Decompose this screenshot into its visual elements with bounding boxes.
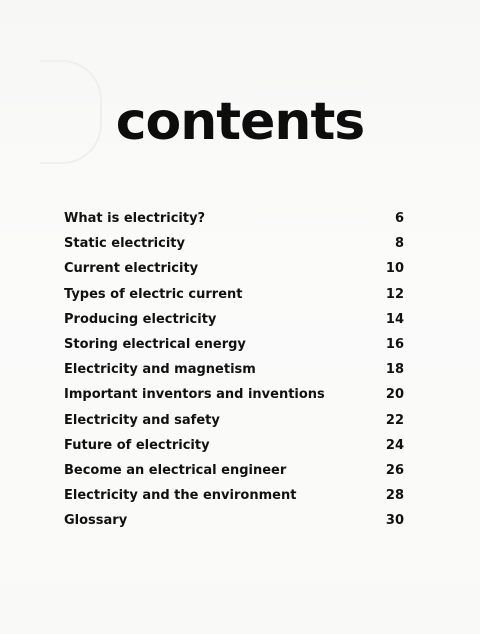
toc-entry-title: Static electricity xyxy=(64,236,185,252)
toc-entry xyxy=(64,458,404,483)
toc-entry-page: 14 xyxy=(385,311,404,327)
toc-entry-title: What is electricity? xyxy=(64,211,206,227)
toc-entry xyxy=(64,307,404,332)
toc-entry xyxy=(64,231,404,256)
toc-entry-title: Electricity and the environment xyxy=(64,488,297,504)
toc-entry xyxy=(64,433,404,458)
toc-entry-page: 28 xyxy=(385,488,404,504)
toc-entry-page: 24 xyxy=(385,437,404,453)
toc-entry-page: 26 xyxy=(385,462,404,478)
toc-entry-page: 20 xyxy=(385,387,404,403)
toc-entry-page: 10 xyxy=(385,261,404,277)
toc-entry xyxy=(64,332,404,357)
toc-entry-title: Types of electric current xyxy=(64,286,243,302)
toc-entry-title: Electricity and magnetism xyxy=(64,362,256,378)
toc-entry xyxy=(64,408,404,433)
toc-entry-title: Important inventors and inventions xyxy=(64,387,325,403)
toc-entry-title: Glossary xyxy=(64,513,128,529)
toc-entry xyxy=(64,483,404,508)
toc-entry xyxy=(64,206,404,231)
toc-entry xyxy=(64,282,404,307)
toc-entry-page: 22 xyxy=(385,412,404,428)
toc-entry-title: Electricity and safety xyxy=(64,412,220,428)
toc-entry-page: 6 xyxy=(394,211,404,227)
page-title: contents xyxy=(115,92,365,152)
toc-entry-title: Storing electrical energy xyxy=(64,337,246,353)
toc-entry-page: 16 xyxy=(385,337,404,353)
toc-entry xyxy=(64,256,404,281)
toc-entry-page: 8 xyxy=(394,236,404,252)
toc-entry-title: Producing electricity xyxy=(64,311,217,327)
toc-entry-page: 18 xyxy=(385,362,404,378)
toc-entry-title: Current electricity xyxy=(64,261,199,277)
toc-entry xyxy=(64,382,404,407)
toc-entry-page: 30 xyxy=(385,513,404,529)
toc-entry-title: Become an electrical engineer xyxy=(64,462,287,478)
toc-entry-page: 12 xyxy=(385,286,404,302)
toc-entry xyxy=(64,508,404,533)
table-of-contents xyxy=(64,206,404,533)
toc-entry-title: Future of electricity xyxy=(64,437,210,453)
toc-entry xyxy=(64,357,404,382)
